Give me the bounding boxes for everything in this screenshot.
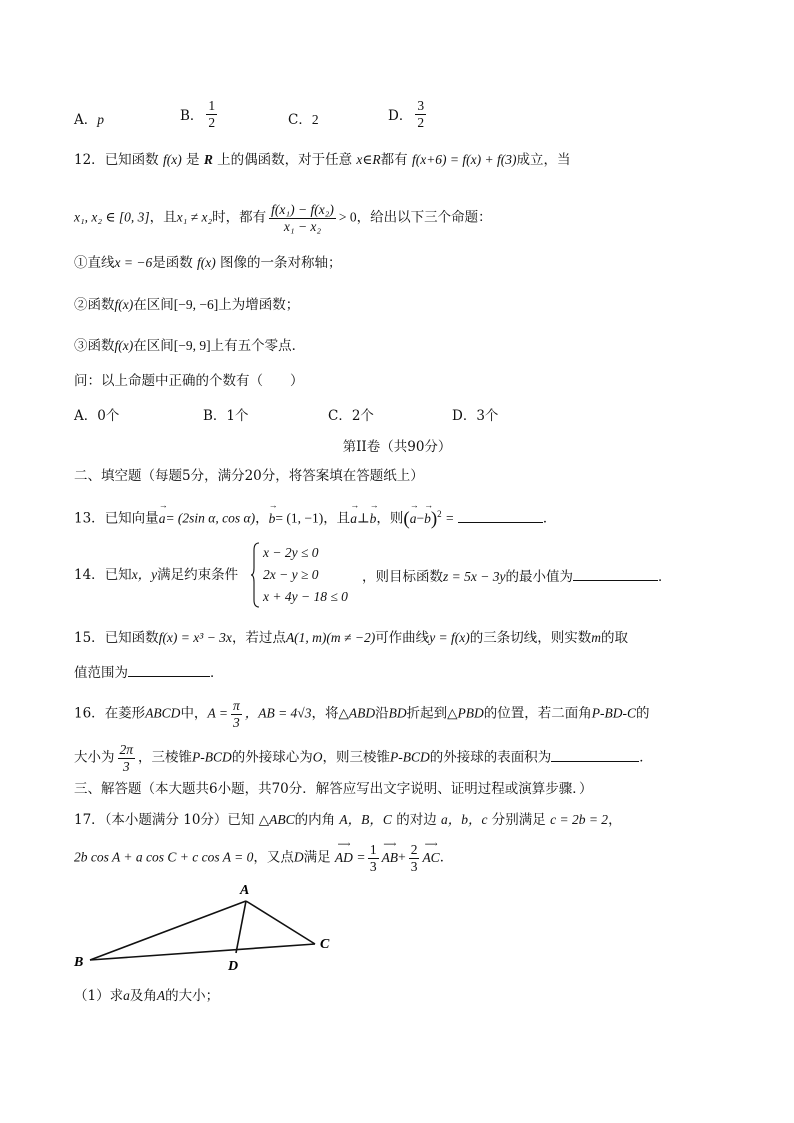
text: 成立，当 <box>516 152 571 168</box>
math: 2b cos A + a cos C + c cos A = 0 <box>74 849 254 865</box>
text: 可作曲线 <box>375 630 430 646</box>
math: a <box>123 988 130 1003</box>
math: A = <box>207 705 228 721</box>
question-number: 15． <box>74 630 105 646</box>
text: ． <box>639 749 653 766</box>
math: BD <box>388 705 407 721</box>
math: a，b，c <box>441 812 488 827</box>
text: 问：以上命题中正确的个数有（ ） <box>74 373 304 389</box>
constraint: 2x − y ≥ 0 <box>263 567 319 582</box>
fraction <box>415 98 426 130</box>
q14-left <box>74 565 238 585</box>
denominator: 3 <box>410 858 418 874</box>
denominator: x₁ − x₂ <box>283 218 322 234</box>
math: △PBD <box>447 705 484 721</box>
text: 时，都有 <box>212 209 267 226</box>
text: ． <box>657 569 672 585</box>
math: [−9, −6] <box>173 297 219 312</box>
vertex-a-label: A <box>240 883 250 898</box>
math: = (2sin α, cos α) <box>165 510 256 526</box>
arrow-icon: → <box>369 499 379 510</box>
math: ，AB = 4√3 <box>244 705 312 721</box>
arrow-icon: → <box>158 499 168 510</box>
math: AC <box>422 849 440 865</box>
vector-ad <box>334 838 353 868</box>
q12-option-a: A．0个 <box>74 408 120 424</box>
math: y = f(x) <box>429 630 470 645</box>
option-value: p <box>97 112 104 127</box>
denominator: 2 <box>417 114 425 130</box>
text: 的 <box>635 705 650 722</box>
q11-option-c <box>288 108 319 128</box>
q15-line1 <box>74 628 628 648</box>
text: ． <box>542 510 557 527</box>
paren: ) <box>430 508 438 530</box>
text: （本小题满分 10分）已知 <box>104 812 255 828</box>
text: 中， <box>180 705 208 722</box>
math: c = 2b = 2 <box>550 812 609 827</box>
answer-blank[interactable] <box>573 566 658 581</box>
denominator: 3 <box>232 714 240 730</box>
fraction <box>206 98 217 130</box>
q12-question <box>74 371 304 391</box>
math: a <box>350 510 357 526</box>
text: ． <box>439 849 454 866</box>
text: 的外接球心为 <box>231 749 313 766</box>
q12-option-c: C．2个 <box>328 408 374 424</box>
text: 已知 <box>104 567 132 583</box>
math: x = −6 <box>114 255 153 270</box>
answer-blank[interactable] <box>458 508 543 523</box>
q15-line2 <box>74 662 224 683</box>
math: A <box>156 988 166 1003</box>
math: a <box>158 510 166 526</box>
math: R <box>203 152 213 167</box>
fraction <box>269 202 336 234</box>
arrow-icon: → <box>409 499 419 510</box>
text: 的三条切线，则实数 <box>469 630 592 646</box>
q12-line2 <box>74 202 492 234</box>
fraction <box>409 842 420 874</box>
text: 分别满足 <box>491 812 546 828</box>
math: z = 5x − 3y <box>443 569 506 584</box>
question-number: 16． <box>74 705 105 722</box>
numerator: π <box>232 698 240 713</box>
q12-line1 <box>74 150 571 170</box>
vector-b <box>424 499 434 529</box>
text: 满足约束条件 <box>157 567 239 583</box>
q12-option-d: D．3个 <box>452 408 499 424</box>
arrow-icon: → <box>268 499 278 510</box>
arrow-icon: → <box>350 499 360 510</box>
vector-b <box>369 499 379 529</box>
exponent: 2 <box>437 509 442 519</box>
segment-ad <box>236 901 246 953</box>
text: ， <box>608 812 622 828</box>
question-number: 12． <box>74 152 105 168</box>
arrow-icon: ⟶ <box>424 838 438 849</box>
text: 是 <box>186 152 200 168</box>
math: △ABD <box>338 705 376 721</box>
question-number: 17． <box>74 812 105 828</box>
math: D <box>293 849 304 865</box>
option-value: 2 <box>311 112 319 127</box>
point-d-label: D <box>228 959 239 973</box>
text: ，三棱锥 <box>138 749 193 766</box>
math: + <box>398 849 406 865</box>
answer-blank[interactable] <box>128 662 210 677</box>
numerator: f(x₁) − f(x₂) <box>271 202 334 217</box>
part2-title: 第II卷（共90分） <box>342 439 452 455</box>
q12-option-b: B．1个 <box>203 408 249 424</box>
math: > 0 <box>338 209 357 225</box>
vector-a <box>158 499 168 529</box>
section3-heading: 三、解答题（本大题共6小题，共70分．解答应写出文字说明、证明过程或演算步骤．） <box>74 781 593 797</box>
text: ，则 <box>376 510 404 527</box>
vector-a <box>350 499 360 529</box>
q12-prop1 <box>74 253 342 273</box>
text: ，给出以下三个命题： <box>356 209 492 226</box>
text: 已知函数 <box>104 630 159 646</box>
text: ，又点 <box>253 849 294 866</box>
constraint-system <box>251 542 361 608</box>
text: 值范围为 <box>74 665 128 681</box>
text: 已知函数 <box>104 152 159 168</box>
triangle-figure <box>70 878 350 973</box>
numerator: 1 <box>208 98 216 113</box>
math: [−9, 9] <box>173 338 211 353</box>
math: x₁, x₂ ∈ [0, 3] <box>74 209 150 225</box>
text: 的外接球的表面积为 <box>429 749 552 766</box>
text: 都有 <box>380 152 408 168</box>
text: 图像的一条对称轴； <box>220 255 342 271</box>
question-number: 13． <box>74 510 105 527</box>
math: A(1, m)(m ≠ −2) <box>285 630 376 645</box>
text: （1）求 <box>74 988 124 1004</box>
text: ②函数 <box>74 297 115 313</box>
math: b <box>369 510 377 526</box>
text: 满足 <box>303 849 331 866</box>
text: 的对边 <box>396 812 437 828</box>
text: 上为增函数； <box>218 297 300 313</box>
question-number: 14． <box>74 567 105 583</box>
q11-option-a <box>74 108 104 128</box>
brace-icon <box>251 542 261 608</box>
q12-prop3 <box>74 336 305 356</box>
denominator: 2 <box>208 114 216 130</box>
vector-a <box>409 499 419 529</box>
math: AB <box>381 849 399 865</box>
text: 的内角 <box>294 812 336 828</box>
numerator: 1 <box>369 842 377 857</box>
math: f(x) <box>197 255 216 270</box>
segment-ac <box>246 901 315 944</box>
text: 是函数 <box>152 255 193 271</box>
text: 上有五个零点． <box>210 338 306 354</box>
q16-line2 <box>74 742 653 774</box>
math: f(x+6) = f(x) + f(3) <box>411 152 517 167</box>
math: a <box>409 510 417 526</box>
text: ，若过点 <box>231 630 286 646</box>
q12-prop2 <box>74 295 299 315</box>
math: AD <box>334 849 353 865</box>
math: f(x) <box>114 297 134 312</box>
math: f(x) <box>162 152 182 167</box>
text: 的大小； <box>165 988 220 1004</box>
text: 折起到 <box>406 705 448 722</box>
numerator: 2π <box>119 742 134 757</box>
option-label: B． <box>180 108 204 125</box>
math: x₁ ≠ x₂ <box>176 209 213 225</box>
arrow-icon: ⟶ <box>337 838 351 849</box>
math: ABCD <box>145 705 181 721</box>
text: ，则目标函数 <box>362 569 443 585</box>
q16-line1 <box>74 698 649 730</box>
math: = (1, −1) <box>275 510 324 526</box>
constraint-lines <box>263 542 348 608</box>
math: P-BCD <box>390 749 430 765</box>
vector-b <box>268 499 278 529</box>
fraction <box>368 842 379 874</box>
math: x，y <box>131 567 158 582</box>
q11-option-b <box>180 98 220 130</box>
q17-line2 <box>74 838 454 874</box>
constraint: x + 4y − 18 ≤ 0 <box>263 589 348 604</box>
math: = <box>445 510 454 526</box>
text: 在菱形 <box>104 705 146 722</box>
math: f(x) <box>114 338 134 353</box>
text: 沿 <box>375 705 389 722</box>
text: 的最小值为 <box>505 569 573 585</box>
math: x∈R <box>356 152 381 167</box>
text: ①直线 <box>74 255 115 271</box>
math: ⊥ <box>356 510 370 526</box>
text: 的取 <box>601 630 629 646</box>
q14-right <box>362 565 671 585</box>
q11-option-d <box>388 98 429 130</box>
math: A，B，C <box>339 812 392 827</box>
vector-ac <box>422 838 440 868</box>
q13: 13．已知向量 → a= (2sin α, cos α)， → b= (1, −1)，且 → a⊥ → b，则( → a− → b)$^2$ = ． <box>74 499 557 530</box>
math: P-BCD <box>192 749 232 765</box>
constraint: x − 2y ≤ 0 <box>263 545 319 560</box>
option-label: A． <box>74 112 98 128</box>
math: b <box>424 510 431 526</box>
fraction <box>118 742 136 774</box>
text: 在区间 <box>133 338 174 354</box>
arrow-icon: → <box>424 499 434 510</box>
arrow-icon: ⟶ <box>383 838 397 849</box>
text: 已知向量 <box>104 510 159 527</box>
text: ，将 <box>311 705 339 722</box>
numerator: 3 <box>417 98 425 113</box>
q17-sub1 <box>74 986 219 1006</box>
math: O <box>312 749 323 765</box>
text: 及角 <box>129 988 157 1004</box>
numerator: 2 <box>410 842 418 857</box>
section2-heading: 二、填空题（每题5分，满分20分，将答案填在答题纸上） <box>74 468 424 484</box>
paren: ( <box>403 508 410 530</box>
vertex-b-label: B <box>74 955 84 970</box>
vertex-c-label: C <box>320 937 330 952</box>
denominator: 3 <box>369 858 377 874</box>
text: 的位置，若二面角 <box>483 705 592 722</box>
vector-ab <box>381 838 399 868</box>
text: 大小为 <box>74 749 115 766</box>
math: △ABC <box>258 812 295 827</box>
fraction <box>231 698 242 730</box>
math: = <box>357 849 365 865</box>
q17-line1 <box>74 810 622 830</box>
math: b <box>268 510 276 526</box>
text: ． <box>210 665 224 681</box>
text: ，则三棱锥 <box>322 749 391 766</box>
text: 在区间 <box>133 297 174 313</box>
answer-blank[interactable] <box>551 747 639 762</box>
option-label: D． <box>388 108 413 125</box>
text: ，且 <box>323 510 351 527</box>
text: 上的偶函数，对于任意 <box>217 152 353 168</box>
math: m <box>591 630 602 645</box>
text: ，且 <box>149 209 177 226</box>
math: f(x) = x³ − 3x <box>158 630 232 645</box>
denominator: 3 <box>122 758 130 774</box>
option-label: C． <box>288 112 312 128</box>
text: ③函数 <box>74 338 115 354</box>
math: P-BD-C <box>591 705 636 721</box>
